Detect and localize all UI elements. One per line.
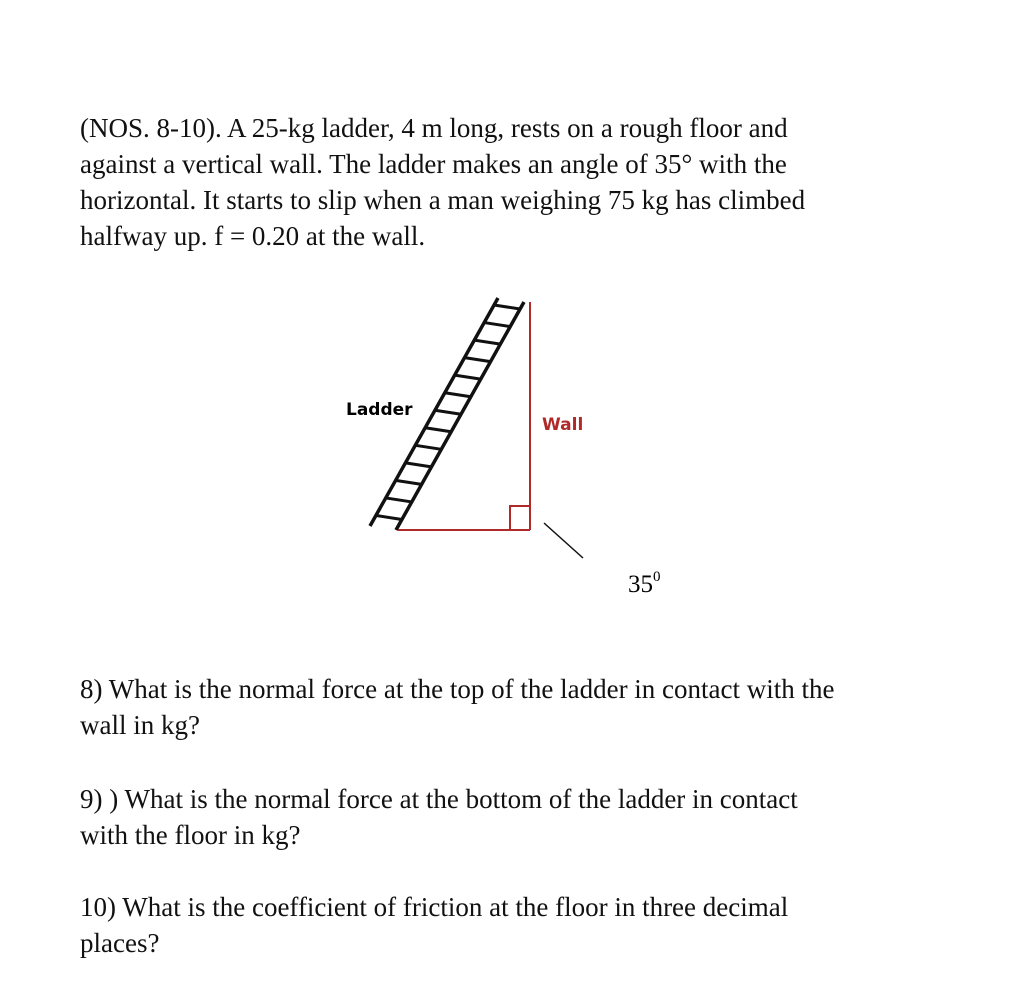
- problem-line: against a vertical wall. The ladder makes an angle of 35° with the: [80, 149, 787, 179]
- right-angle-marker: [510, 506, 530, 530]
- angle-value: 35: [628, 571, 653, 598]
- ladder-rung: [494, 305, 520, 309]
- ladder-rung: [386, 498, 412, 502]
- ladder-rung: [425, 428, 451, 432]
- question-9: [80, 781, 798, 853]
- question-10: [80, 889, 788, 961]
- ladder-diagram: [330, 290, 700, 610]
- ladder-rung: [455, 375, 481, 379]
- problem-line: halfway up. f = 0.20 at the wall.: [80, 221, 426, 251]
- ladder-rung: [484, 323, 510, 327]
- wall-label: Wall: [542, 415, 584, 435]
- ladder-rung: [435, 410, 461, 414]
- angle-degree-superscript: 0: [653, 569, 661, 585]
- ladder-rung: [465, 358, 491, 362]
- angle-label: [628, 569, 661, 598]
- ladder-rung: [415, 445, 441, 449]
- problem-line: horizontal. It starts to slip when a man weighing 75 kg has climbed: [80, 185, 806, 215]
- problem-statement: [80, 110, 805, 254]
- ladder-rung: [405, 463, 431, 467]
- angle-pointer-line: [544, 523, 583, 558]
- ladder-label: Ladder: [346, 400, 413, 420]
- question-8: [80, 671, 835, 743]
- question-line: with the floor in kg?: [80, 820, 301, 850]
- question-line: wall in kg?: [80, 710, 200, 740]
- ladder-rung: [474, 340, 500, 344]
- hypotenuse-line: [398, 302, 530, 530]
- ladder-rung: [445, 393, 471, 397]
- ladder-rung: [396, 480, 422, 484]
- problem-line: (NOS. 8-10). A 25-kg ladder, 4 m long, rests on a rough floor and: [80, 113, 788, 143]
- question-line: 9) ) What is the normal force at the bottom of the ladder in contact: [80, 784, 798, 814]
- question-line: 10) What is the coefficient of friction at the floor in three decimal: [80, 892, 789, 922]
- question-line: places?: [80, 928, 160, 958]
- question-line: 8) What is the normal force at the top of the ladder in contact with the: [80, 674, 835, 704]
- ladder-rung: [376, 515, 402, 519]
- ladder-rail-right: [396, 302, 524, 530]
